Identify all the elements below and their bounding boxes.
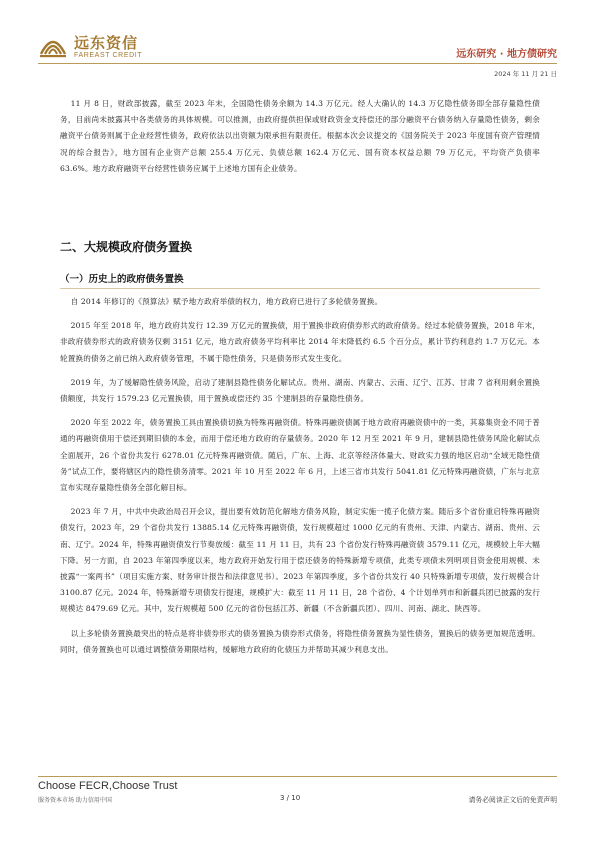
- paragraph-3: 2019 年，为了缓解隐性债务风险，启动了建制县隐性债务化解试点。贵州、湖南、内蒙古、云南、辽宁、江苏、甘肃 7 省利用剩余置换债额度，共发行 1579.23 亿元置换债，用于置换或偿还约 35 个建制县的存量隐性债务。: [60, 377, 540, 404]
- footer-disclaimer: 请务必阅读正文后的免责声明: [468, 796, 557, 804]
- intro-block: [60, 96, 540, 177]
- paragraph-4: 2020 年至 2022 年，债务置换工具由置换债切换为特殊再融资债。特殊再融资债属于地方政府再融资债中的一类，其募集资金不同于普通的再融资债用于偿还到期旧债的本金，而用于偿还地方政府的存量债务。2020 年 12 月至 2021 年 9 月，建制县隐性债务风险化解试点全面展开，26 个省份共发行 6278.01 亿元特殊再融资债。随后，广东、上海、北京等经济体量大、财政实力强的地区启动“全域无隐性债务”试点工作，要将辖区内的隐性债务清零。2021 年 10 月至 2022 年 6 月，上述三省市共发行 5041.81 亿元特殊再融资债，广东与北京宣布实现存量隐性债务全部化解目标。: [60, 418, 540, 493]
- paragraph-2: 2015 年至 2018 年，地方政府共发行 12.39 万亿元的置换债，用于置换非政府债券形式的政府债务。经过本轮债务置换，2018 年末，非政府债券形式的政府债务仅剩 3151 亿元，地方政府债务平均利率比 2014 年末降低约 6.5 个百分点，累计节约利息约 1.7 万亿元。本轮置换的债务之前已纳入政府债务管理，不属于隐性债务，只是债务形式发生变化。: [60, 321, 540, 363]
- paragraph-1: 自 2014 年修订的《预算法》赋予地方政府举债的权力，地方政府已进行了多轮债务置换。: [70, 297, 383, 306]
- report-date: 2024 年 11 月 21 日: [494, 70, 557, 78]
- report-series: 远东研究 · 地方债研究: [456, 49, 557, 60]
- subsection-title: （一）历史上的政府债务置换: [60, 274, 184, 285]
- intro-paragraph: 11 月 8 日，财政部披露，截至 2023 年末，全国隐性债务余额为 14.3 万亿元。经人大确认的 14.3 万亿隐性债务即全部存量隐性债务，目前尚未披露其中各类债务的具体规模。可以推测，由政府提供担保或财政资金支持偿还的部分融资平台债务纳入存量隐性债务，剩余融资平台债务则属于企业经营性债务，政府依法以出资额为限承担有限责任。根据本次会议提交的《国务院关于 2023 年度国有资产管理情况的综合报告》，地方国有企业资产总额 255.4 万亿元、负债总额 162.4 万亿元、国有资本权益总额 79 万亿元，平均资产负债率 63.6%。地方政府融资平台经营性债务应属于上述地方国有企业债务。: [60, 99, 540, 173]
- paragraph-5: 2023 年 7 月，中共中央政治局召开会议，提出要有效防范化解地方债务风险，制定实施一揽子化债方案。随后多个省份重启特殊再融资债发行，2023 年，29 个省份共发行 13885.14 亿元特殊再融资债，发行规模超过 1000 亿元的有贵州、天津、内蒙古、湖南、贵州、云南、辽宁。2024 年，特殊再融资债发行节奏放缓：截至 11 月 11 日，共有 23 个省份发行特殊再融资债 3579.11 亿元，规模较上年大幅下降。另一方面，自 2023 年第四季度以来，地方政府开始发行用于偿还债务的特殊新增专项债，此类专项债未列明项目资金使用规模、未披露“一案两书”（项目实施方案、财务审计报告和法律意见书）。2023 年第四季度，多个省份共发行 40 只特殊新增专项债，发行规模合计 3100.87 亿元。2024 年，特殊新增专项债发行提速，规模扩大：截至 11 月 11 日，28 个省份、4 个计划单列市和新疆兵团已披露的发行规模达 8479.69 亿元。其中，发行规模超 500 亿元的省份包括江苏、新疆（不含新疆兵团）、四川、河南、湖北、陕西等。: [60, 507, 540, 614]
- brand-logo: [38, 34, 142, 60]
- footer-divider: [38, 776, 557, 777]
- body-text: [60, 294, 540, 658]
- brand-name-en: FAREAST CREDIT: [74, 52, 143, 59]
- subsection-divider: [60, 288, 540, 289]
- paragraph-6: 以上多轮债务置换最突出的特点是将非债券形式的债务置换为债券形式债务，将隐性债务置换为显性债务，置换后的债务更加规范透明。同时，债务置换也可以通过调整债务期限结构，缓解地方政府的化债压力并帮助其减少利息支出。: [60, 628, 540, 654]
- brand-name-cn: 远东资信: [74, 34, 139, 52]
- fareast-logo-icon: [38, 34, 68, 60]
- footer-tagline: 服务资本市场 助力信用中国: [38, 797, 112, 804]
- page-number: 3 / 10: [280, 794, 301, 802]
- header-divider: [38, 63, 557, 64]
- footer-slogan: Choose FECR,Choose Trust: [38, 780, 178, 792]
- section-title: 二、大规模政府债务置换: [60, 240, 193, 254]
